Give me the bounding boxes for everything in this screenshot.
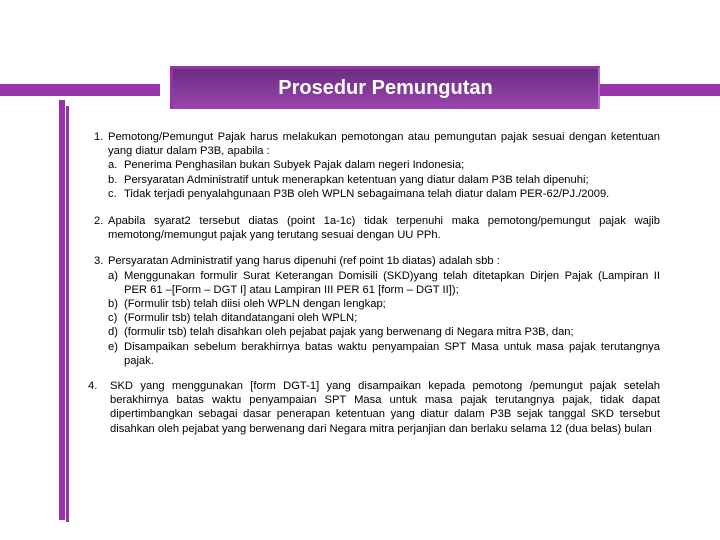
- list-item-1: [84, 130, 660, 201]
- subitem-marker: b.: [108, 173, 118, 186]
- subitem-marker: c): [108, 312, 118, 325]
- decorative-bar-left: [0, 84, 160, 96]
- title-banner: [170, 66, 600, 109]
- subitem-marker: c.: [108, 187, 117, 200]
- subitem-text: Penerima Penghasilan bukan Subyek Pajak dalam negeri Indonesia;: [124, 159, 465, 172]
- item-text: Apabila syarat2 tersebut diatas (point 1a-1c) tidak terpenuhi maka pemotong/pemungut pajak wajib memotong/memungut pajak yang terutang sesuai dengan UU PPh.: [108, 215, 660, 242]
- subitem-1c: [108, 187, 660, 201]
- subitem-3a: [108, 269, 660, 297]
- list-item-2: [84, 214, 660, 242]
- subitem-text: Menggunakan formulir Surat Keterangan Domisili (SKD)yang telah ditetapkan Dirjen Pajak (Lampiran II PER 61 –[Form – DGT I] atau Lampiran III PER 61 [form – DGT II]);: [124, 269, 660, 296]
- content-list: [84, 130, 660, 436]
- list-item-4: [84, 379, 660, 436]
- subitem-1b: [108, 173, 660, 187]
- item-text: SKD yang menggunakan [form DGT-1] yang disampaikan kepada pemotong /pemungut pajak setelah berakhirnya batas waktu penyampaian SPT Masa untuk masa pajak terutangnya pajak, tidak dapat dipertimbangkan sebagai dasar penerapan ketentuan yang diatur dalam P3B sejak tanggal SKD tersebut disahkan oleh pejabat yang berwenang dari Negara mitra perjanjian dan berlaku selama 12 (dua belas) bulan: [110, 380, 660, 435]
- page-title: Prosedur Pemungutan: [278, 77, 493, 99]
- subitem-marker: a): [108, 269, 118, 282]
- list-item-3: [84, 254, 660, 368]
- subitem-text: (Formulir tsb) telah ditandatangani oleh WPLN;: [124, 312, 358, 325]
- item-number: 2.: [94, 215, 104, 228]
- item-text: Persyaratan Administratif yang harus dipenuhi (ref point 1b diatas) adalah sbb :: [108, 255, 500, 268]
- subitem-marker: e): [108, 340, 118, 353]
- subitem-3e: [108, 340, 660, 368]
- subitem-marker: b): [108, 298, 118, 311]
- subitem-3b: [108, 297, 660, 311]
- decorative-vertical-bar-inner: [66, 106, 69, 522]
- item-number: 3.: [94, 255, 104, 268]
- subitem-marker: d): [108, 326, 118, 339]
- subitem-text: Disampaikan sebelum berakhirnya batas waktu penyampaian SPT Masa untuk masa pajak terutangnya pajak.: [124, 340, 660, 367]
- subitem-1a: [108, 158, 660, 172]
- subitem-text: (formulir tsb) telah disahkan oleh pejabat pajak yang berwenang di Negara mitra P3B, dan;: [124, 326, 574, 339]
- item-number: 1.: [94, 131, 104, 143]
- subitem-marker: a.: [108, 159, 118, 172]
- subitem-text: Tidak terjadi penyalahgunaan P3B oleh WPLN sebagaimana telah diatur dalam PER-62/PJ./2009.: [124, 187, 610, 200]
- item-number: 4.: [88, 380, 98, 393]
- item-text: Pemotong/Pemungut Pajak harus melakukan pemotongan atau pemungutan pajak sesuai dengan ketentuan yang diatur dalam P3B, apabila :: [108, 131, 660, 158]
- decorative-bar-right: [600, 84, 720, 96]
- subitem-3c: [108, 311, 660, 325]
- decorative-vertical-bar: [59, 100, 65, 520]
- subitem-3d: [108, 325, 660, 339]
- subitem-text: Persyaratan Administratif untuk menerapkan ketentuan yang diatur dalam P3B telah dipenuhi;: [124, 173, 589, 186]
- subitem-text: (Formulir tsb) telah diisi oleh WPLN dengan lengkap;: [124, 298, 386, 311]
